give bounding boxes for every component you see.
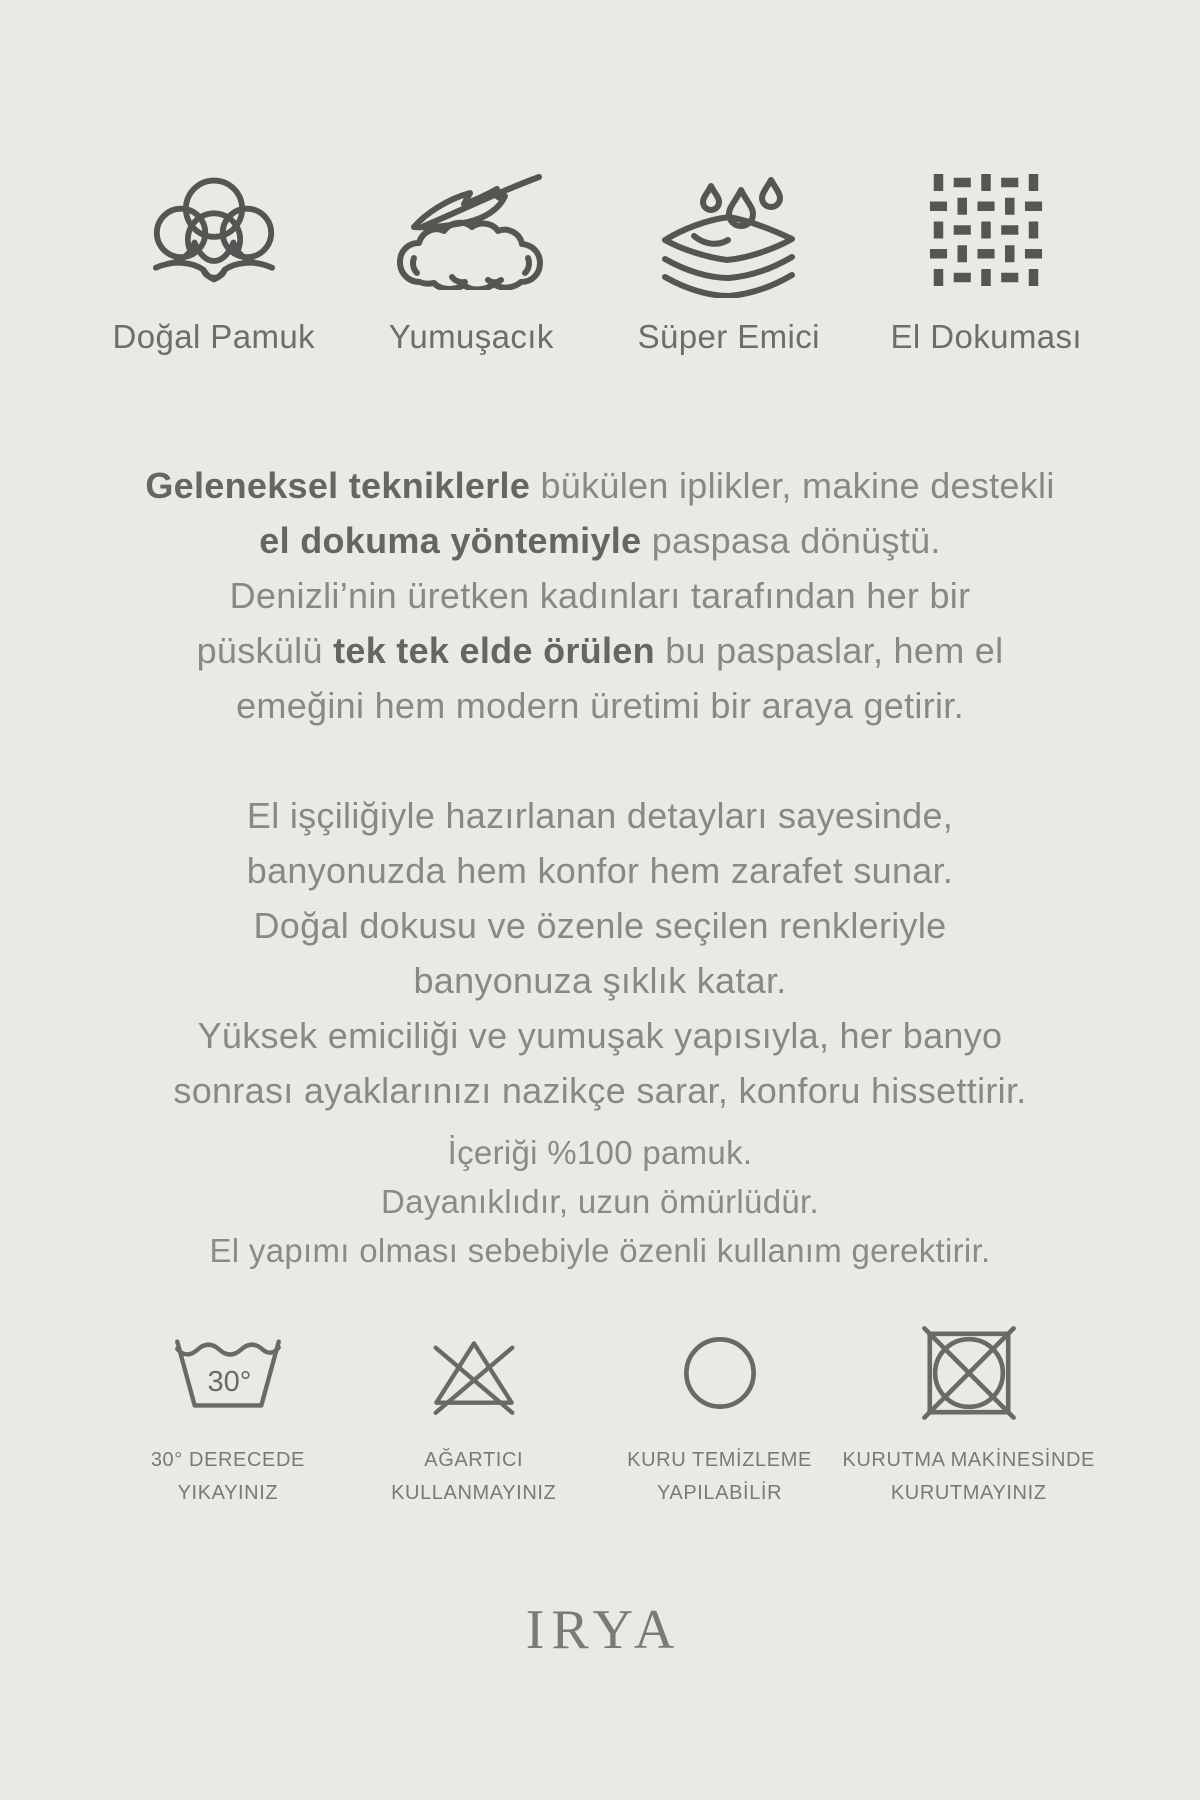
care-label xyxy=(842,1444,1095,1510)
feature-label: El Dokuması xyxy=(890,318,1082,355)
text-line: El yapımı olması sebebiyle özenli kullanım gerektirir. xyxy=(209,1232,991,1269)
care-label-line: YAPILABİLİR xyxy=(656,1482,783,1504)
care-label xyxy=(627,1444,812,1510)
feather-cloud-icon xyxy=(396,170,546,290)
text-line: El işçiliğiyle hazırlanan detayları sayesinde, xyxy=(246,795,954,836)
icon-box xyxy=(919,1322,1019,1424)
text-line: Yüksek emiciliği ve yumuşak yapısıyla, her banyo xyxy=(197,1015,1003,1056)
feature-label: Yumuşacık xyxy=(388,318,554,355)
description-text xyxy=(55,458,1145,1118)
text-line: İçeriği %100 pamuk. xyxy=(447,1134,753,1171)
text-line xyxy=(55,458,1145,513)
feature-soft xyxy=(343,168,601,356)
care-dry-clean xyxy=(597,1322,843,1510)
care-instructions-row xyxy=(105,1322,1095,1510)
care-label-line: KURUTMAYINIZ xyxy=(890,1482,1047,1504)
dry-clean-icon xyxy=(677,1330,763,1416)
text-line: sonrası ayaklarınızı nazikçe sarar, konforu hissettirir. xyxy=(173,1070,1027,1111)
icon-box xyxy=(677,1322,763,1424)
care-label xyxy=(151,1444,305,1510)
icon-box xyxy=(396,168,546,292)
care-label-line: 30° DERECEDE xyxy=(150,1449,305,1471)
icon-box xyxy=(661,168,796,292)
regular-text: paspasa dönüştü. xyxy=(641,520,941,561)
feature-label: Süper Emici xyxy=(637,318,820,355)
cotton-icon xyxy=(151,170,277,290)
regular-text: bükülen iplikler, makine destekli xyxy=(530,465,1055,506)
care-label-line: KULLANMAYINIZ xyxy=(391,1482,557,1504)
icon-box xyxy=(929,168,1043,292)
bold-text: tek tek elde örülen xyxy=(333,630,655,671)
paragraph-gap xyxy=(55,733,1145,788)
feature-natural-cotton xyxy=(85,168,343,356)
feature-handwoven xyxy=(858,168,1116,356)
bold-text: el dokuma yöntemiyle xyxy=(259,520,642,561)
care-label-line: KURU TEMİZLEME xyxy=(627,1449,812,1471)
feature-absorbent xyxy=(600,168,858,356)
text-line xyxy=(55,623,1145,678)
regular-text: bu paspaslar, hem el xyxy=(654,630,1004,671)
brand-logo: IRYA xyxy=(525,1599,682,1661)
wash-30-icon xyxy=(170,1337,286,1410)
care-label xyxy=(391,1444,556,1510)
care-label-line: KURUTMA MAKİNESİNDE xyxy=(842,1449,1095,1471)
text-line: Doğal dokusu ve özenle seçilen renkleriyle xyxy=(253,905,947,946)
feature-label: Doğal Pamuk xyxy=(112,318,315,355)
regular-text: püskülü xyxy=(196,630,334,671)
care-label-line: YIKAYINIZ xyxy=(177,1482,279,1504)
composition-text xyxy=(55,1128,1145,1275)
text-line: banyonuzda hem konfor hem zarafet sunar. xyxy=(246,850,954,891)
text-line: Denizli’nin üretken kadınları tarafından her bir xyxy=(229,575,971,616)
text-line: emeğini hem modern üretimi bir araya getirir. xyxy=(236,685,964,726)
icon-box xyxy=(427,1322,521,1424)
no-tumble-dry-icon xyxy=(919,1323,1019,1423)
absorbency-icon xyxy=(661,163,796,298)
care-no-bleach xyxy=(351,1322,597,1510)
wash-temp-label: 30° xyxy=(207,1365,252,1398)
care-no-tumble-dry xyxy=(842,1322,1095,1510)
bold-text: Geleneksel tekniklerle xyxy=(145,465,531,506)
handwoven-icon xyxy=(929,173,1043,287)
icon-box xyxy=(151,168,277,292)
feature-row xyxy=(85,168,1115,356)
care-label-line: AĞARTICI xyxy=(424,1449,524,1471)
icon-box xyxy=(170,1322,286,1424)
text-line xyxy=(55,513,1145,568)
text-line: banyonuza şıklık katar. xyxy=(413,960,787,1001)
text-line: Dayanıklıdır, uzun ömürlüdür. xyxy=(381,1183,819,1220)
care-wash-30 xyxy=(105,1322,351,1510)
no-bleach-icon xyxy=(427,1326,521,1420)
